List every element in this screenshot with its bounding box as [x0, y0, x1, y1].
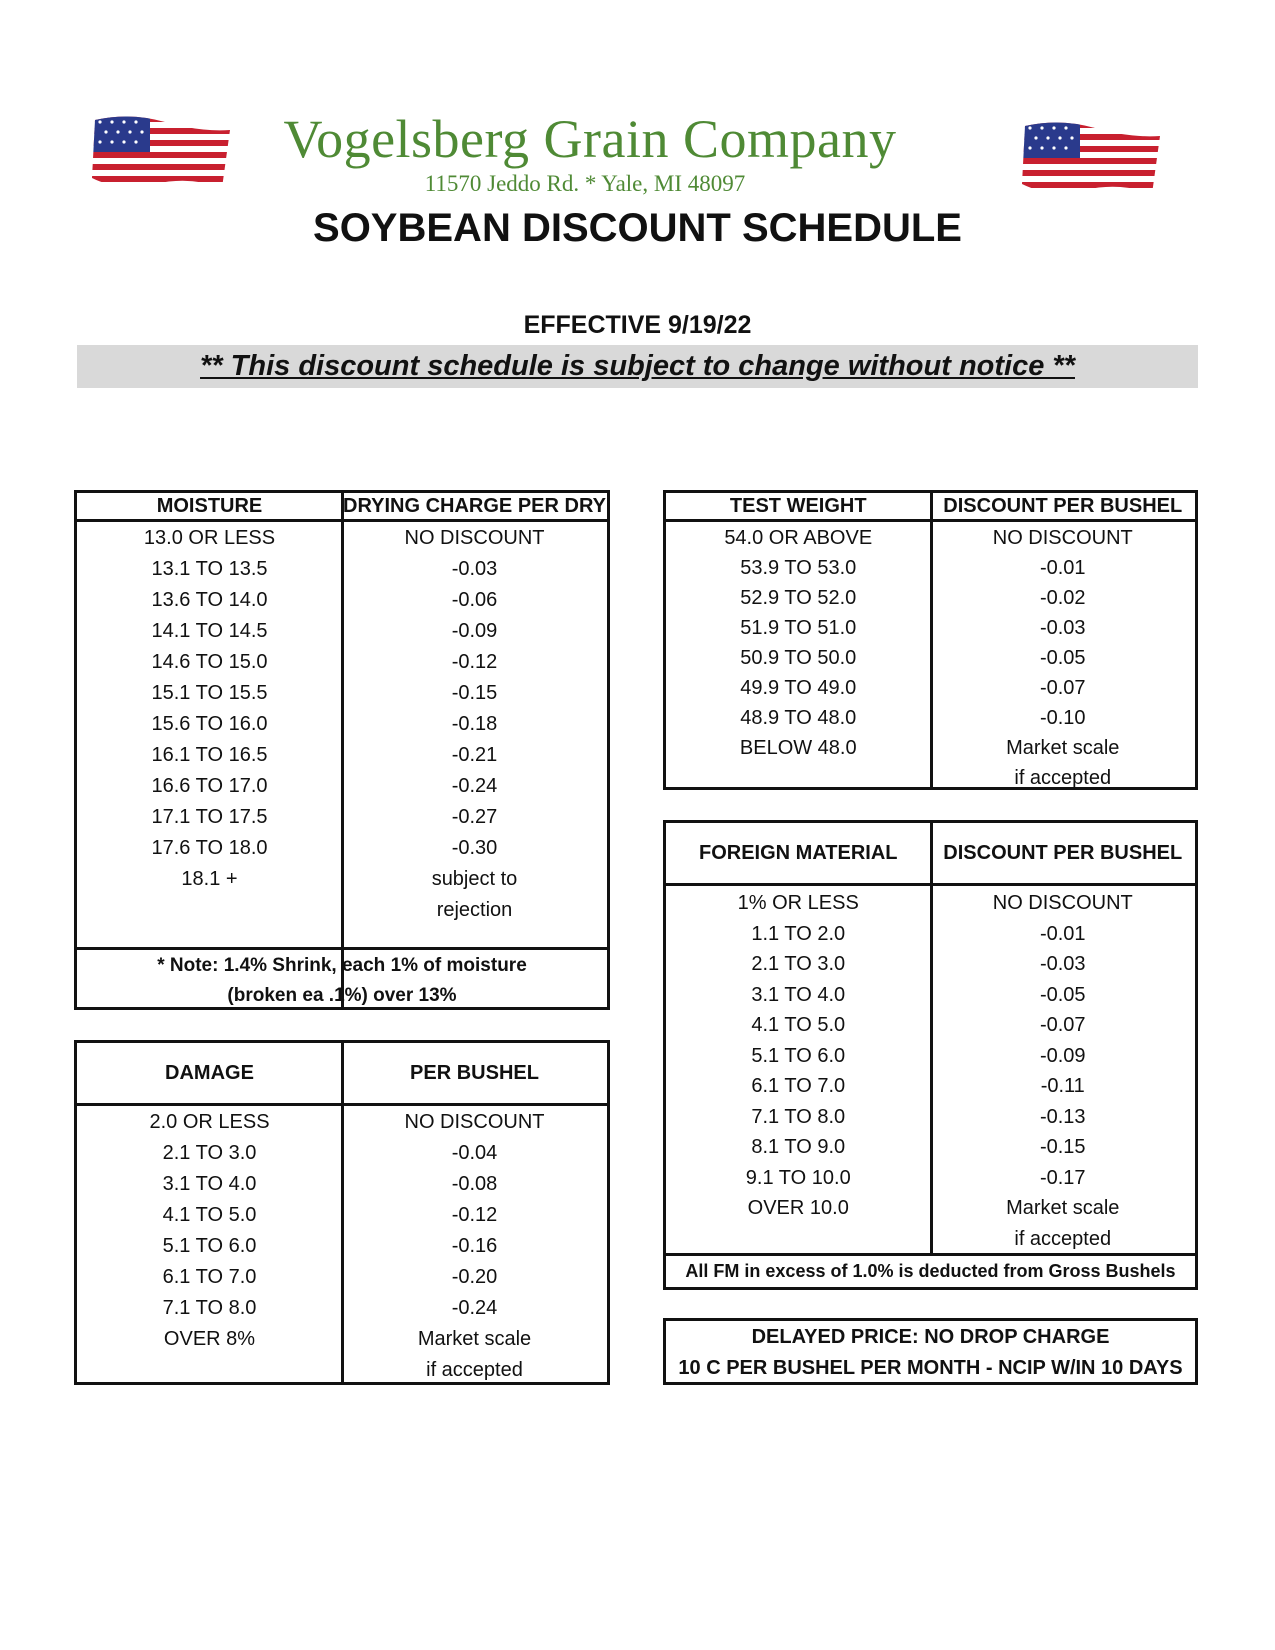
table-row	[77, 1107, 607, 1138]
discount-cell: -0.21	[451, 744, 498, 766]
table-row	[77, 554, 607, 585]
table-row	[77, 1231, 607, 1262]
discount-cell: -0.03	[1039, 953, 1086, 975]
discount-cell: Market scale	[1006, 1197, 1120, 1219]
table-row	[77, 1293, 607, 1324]
table-row	[666, 673, 1195, 703]
range-cell: 17.1 TO 17.5	[151, 806, 268, 828]
discount-cell: if accepted	[1014, 767, 1112, 789]
table-row	[666, 523, 1195, 553]
discount-cell: NO DISCOUNT	[992, 892, 1133, 914]
discount-cell: -0.11	[1040, 1075, 1085, 1097]
moisture-note-line1: * Note: 1.4% Shrink, each 1% of moisture	[157, 955, 527, 976]
table-row	[77, 709, 607, 740]
range-cell: OVER 10.0	[747, 1197, 849, 1219]
foreign-material-rows	[666, 888, 1195, 1254]
company-address: 11570 Jeddo Rd. * Yale, MI 48097	[424, 171, 746, 196]
discount-cell: subject to	[431, 868, 518, 890]
discount-cell: -0.06	[451, 589, 498, 611]
table-row	[666, 1224, 1195, 1255]
moisture-header: MOISTURE	[156, 494, 263, 517]
discount-cell: -0.17	[1039, 1166, 1086, 1189]
table-row	[77, 771, 607, 802]
table-row	[666, 888, 1195, 919]
american-flag-icon-right	[1020, 118, 1160, 198]
range-cell: 1.1 TO 2.0	[751, 922, 846, 945]
foreign-material-footer: All FM in excess of 1.0% is deducted from Gross Bushels	[685, 1261, 1176, 1281]
discount-cell: -0.16	[451, 1235, 498, 1257]
notice-text: ** This discount schedule is subject to change without notice **	[200, 350, 1075, 382]
table-row	[77, 1138, 607, 1169]
range-cell: 13.1 TO 13.5	[151, 558, 268, 580]
range-cell	[77, 895, 342, 926]
table-row	[666, 733, 1195, 763]
table-row	[666, 1163, 1195, 1194]
range-cell: 2.1 TO 3.0	[751, 953, 846, 975]
range-cell: 17.6 TO 18.0	[151, 837, 268, 859]
damage-header: DAMAGE	[165, 1061, 254, 1084]
table-row	[666, 553, 1195, 583]
range-cell: 8.1 TO 9.0	[751, 1136, 846, 1158]
discount-cell: -0.01	[1039, 922, 1086, 945]
table-row	[77, 585, 607, 616]
delayed-price-line1: DELAYED PRICE: NO DROP CHARGE	[751, 1326, 1110, 1348]
table-row	[666, 763, 1195, 793]
range-cell: 15.6 TO 16.0	[151, 713, 268, 735]
range-cell: 4.1 TO 5.0	[162, 1204, 257, 1226]
table-row	[77, 616, 607, 647]
table-row	[666, 643, 1195, 673]
delayed-price-line2: 10 C PER BUSHEL PER MONTH - NCIP W/IN 10 DAYS	[678, 1357, 1183, 1379]
discount-cell: -0.04	[451, 1142, 498, 1164]
moisture-rows	[77, 523, 607, 926]
notice-bar	[77, 345, 1198, 388]
discount-cell: -0.12	[451, 1204, 498, 1226]
test-weight-discount-header: DISCOUNT PER BUSHEL	[943, 494, 1183, 517]
discount-cell: -0.12	[451, 651, 498, 673]
discount-cell: NO DISCOUNT	[404, 527, 545, 549]
range-cell: 51.9 TO 51.0	[740, 617, 857, 639]
range-cell: 1% OR LESS	[737, 892, 859, 914]
discount-cell: -0.09	[451, 620, 498, 642]
discount-cell: NO DISCOUNT	[404, 1111, 545, 1133]
table-row	[77, 678, 607, 709]
table-row	[77, 1355, 607, 1386]
discount-cell: -0.10	[1039, 707, 1086, 729]
test-weight-header: TEST WEIGHT	[729, 494, 867, 517]
company-name: Vogelsberg Grain Company	[283, 109, 897, 169]
foreign-material-discount-header: DISCOUNT PER BUSHEL	[943, 841, 1183, 864]
range-cell: 9.1 TO 10.0	[745, 1166, 851, 1189]
range-cell	[666, 763, 931, 793]
range-cell: OVER 8%	[163, 1328, 256, 1350]
discount-cell: -0.20	[451, 1266, 498, 1288]
range-cell: 5.1 TO 6.0	[751, 1044, 846, 1067]
discount-cell: -0.07	[1039, 1014, 1086, 1036]
discount-cell: if accepted	[426, 1359, 523, 1381]
range-cell: 15.1 TO 15.5	[151, 682, 268, 704]
table-row	[77, 1324, 607, 1355]
table-row	[77, 1169, 607, 1200]
effective-date: EFFECTIVE 9/19/22	[523, 311, 752, 339]
table-row	[77, 833, 607, 864]
table-row	[77, 740, 607, 771]
discount-cell: -0.05	[1039, 647, 1086, 669]
discount-cell: if accepted	[1014, 1227, 1112, 1250]
table-row	[77, 647, 607, 678]
discount-cell: -0.03	[451, 558, 498, 580]
discount-cell: -0.15	[451, 682, 498, 704]
discount-cell: rejection	[436, 899, 513, 921]
table-row	[77, 895, 607, 926]
range-cell	[77, 1355, 342, 1386]
table-row	[666, 1193, 1195, 1224]
foreign-material-header: FOREIGN MATERIAL	[698, 841, 898, 864]
table-row	[666, 613, 1195, 643]
range-cell: 2.1 TO 3.0	[162, 1142, 257, 1164]
discount-cell: Market scale	[1006, 737, 1120, 759]
discount-cell: -0.02	[1039, 587, 1086, 609]
discount-cell: -0.18	[451, 713, 498, 735]
damage-rows	[77, 1107, 607, 1386]
test-weight-rows	[666, 523, 1195, 793]
discount-cell: -0.07	[1039, 677, 1086, 699]
delayed-price-box	[663, 1318, 1198, 1385]
test-weight-table	[663, 490, 1198, 790]
table-row	[666, 1132, 1195, 1163]
table-row	[666, 1041, 1195, 1072]
range-cell: 7.1 TO 8.0	[751, 1105, 846, 1128]
discount-cell: -0.05	[1039, 983, 1086, 1006]
moisture-note	[77, 951, 607, 1011]
table-row	[666, 949, 1195, 980]
discount-cell: -0.01	[1039, 557, 1086, 579]
table-row	[666, 583, 1195, 613]
table-row	[666, 1010, 1195, 1041]
discount-cell: -0.30	[451, 837, 498, 859]
discount-cell: -0.03	[1039, 617, 1086, 639]
page-title: SOYBEAN DISCOUNT SCHEDULE	[313, 206, 962, 250]
discount-cell: Market scale	[417, 1328, 532, 1350]
range-cell: 16.6 TO 17.0	[151, 775, 268, 797]
table-row	[77, 1262, 607, 1293]
discount-cell: -0.13	[1039, 1105, 1086, 1128]
range-cell: 3.1 TO 4.0	[162, 1173, 257, 1195]
range-cell: 14.1 TO 14.5	[151, 620, 268, 642]
discount-cell: -0.08	[451, 1173, 498, 1195]
discount-cell: -0.09	[1039, 1044, 1086, 1067]
range-cell: 3.1 TO 4.0	[751, 983, 846, 1006]
table-row	[77, 802, 607, 833]
range-cell: 16.1 TO 16.5	[151, 744, 268, 766]
table-row	[666, 980, 1195, 1011]
range-cell: 6.1 TO 7.0	[162, 1266, 257, 1288]
discount-cell: -0.24	[451, 1297, 498, 1319]
table-row	[666, 1102, 1195, 1133]
range-cell: BELOW 48.0	[739, 737, 857, 759]
discount-cell: -0.15	[1039, 1136, 1086, 1158]
range-cell: 54.0 OR ABOVE	[724, 527, 873, 549]
foreign-material-table	[663, 820, 1198, 1290]
range-cell: 5.1 TO 6.0	[162, 1235, 257, 1257]
moisture-table	[74, 490, 610, 1010]
range-cell: 13.6 TO 14.0	[151, 589, 268, 611]
range-cell: 13.0 OR LESS	[143, 527, 276, 549]
discount-cell: -0.24	[451, 775, 498, 797]
table-row	[77, 523, 607, 554]
range-cell: 14.6 TO 15.0	[151, 651, 268, 673]
table-row	[666, 919, 1195, 950]
table-row	[77, 1200, 607, 1231]
discount-cell: -0.27	[451, 806, 498, 828]
table-row	[666, 703, 1195, 733]
range-cell: 48.9 TO 48.0	[740, 707, 857, 729]
damage-table	[74, 1040, 610, 1385]
range-cell: 49.9 TO 49.0	[740, 677, 857, 699]
range-cell: 52.9 TO 52.0	[740, 587, 857, 609]
range-cell: 18.1 +	[181, 868, 238, 890]
range-cell: 2.0 OR LESS	[149, 1111, 270, 1133]
american-flag-icon-left	[90, 112, 230, 192]
table-row	[77, 864, 607, 895]
range-cell	[666, 1224, 931, 1255]
range-cell: 50.9 TO 50.0	[740, 647, 857, 669]
range-cell: 7.1 TO 8.0	[162, 1297, 257, 1319]
drying-charge-header: DRYING CHARGE PER DRY	[343, 494, 606, 517]
range-cell: 4.1 TO 5.0	[751, 1014, 846, 1036]
discount-cell: NO DISCOUNT	[992, 527, 1133, 549]
range-cell: 6.1 TO 7.0	[751, 1075, 846, 1097]
moisture-note-line2: (broken ea .1%) over 13%	[227, 985, 457, 1006]
table-row	[666, 1071, 1195, 1102]
range-cell: 53.9 TO 53.0	[740, 557, 857, 579]
damage-per-bushel-header: PER BUSHEL	[410, 1061, 539, 1084]
